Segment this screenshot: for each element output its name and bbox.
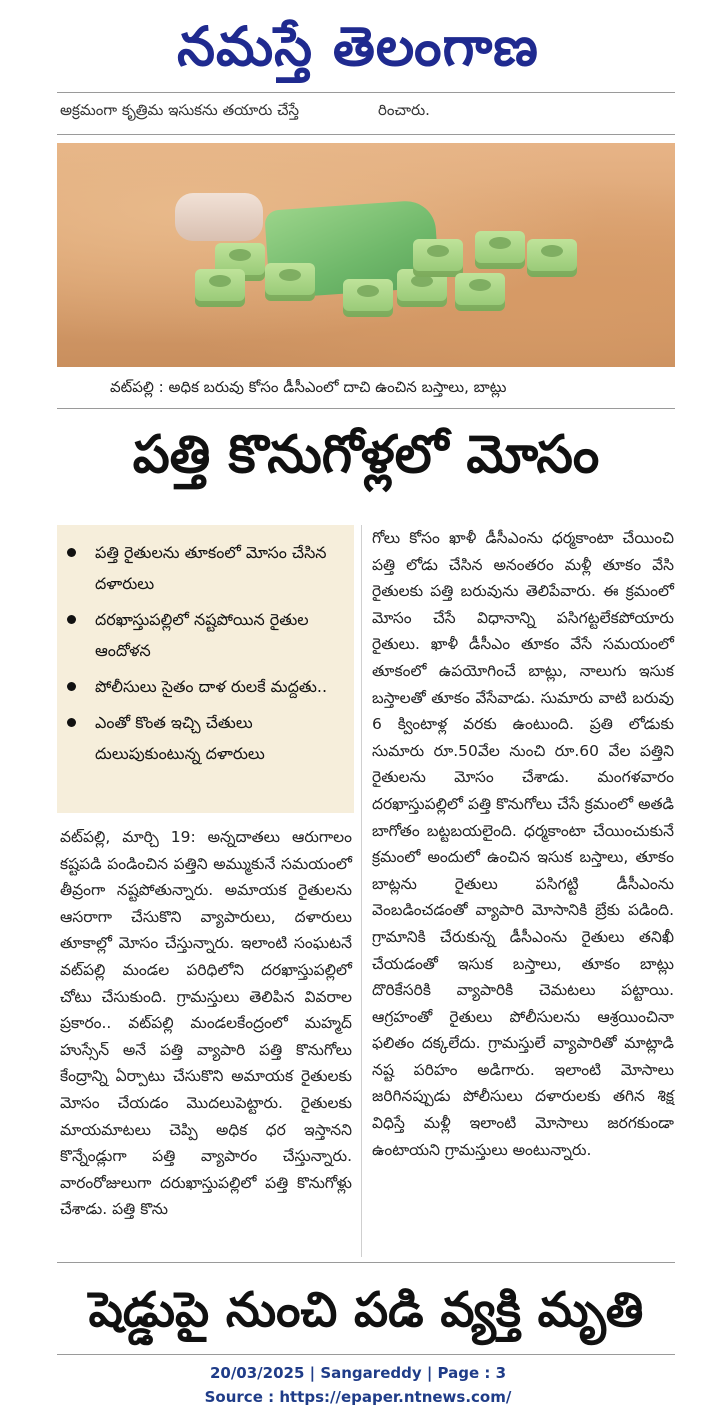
highlight-item — [57, 671, 354, 702]
highlight-item — [57, 707, 354, 769]
highlight-text: ఎంతో కొంత ఇచ్చి చేతులు దులుపుకుంటున్న దళారులు — [95, 713, 265, 763]
highlight-item — [57, 537, 354, 599]
caption-rule — [57, 408, 675, 409]
photo-weight — [527, 239, 577, 277]
masthead-title: నమస్తే తెలంగాణ — [177, 15, 539, 78]
photo-weight — [343, 279, 393, 317]
top-strip-right-text: రించారు. — [378, 101, 430, 119]
bullet-icon — [67, 718, 76, 727]
bullet-icon — [67, 548, 76, 557]
bullet-icon — [67, 615, 76, 624]
photo-weight — [413, 239, 463, 277]
photo-weight — [455, 273, 505, 311]
article-headline: పత్తి కొనుగోళ్లలో మోసం — [132, 425, 600, 485]
photo-weight — [195, 269, 245, 307]
footer-rule — [57, 1354, 675, 1355]
article-photo — [57, 143, 675, 367]
photo-weight — [265, 263, 315, 301]
next-article-headline: షెడ్డుపై నుంచి పడి వ్యక్తి మృతి — [88, 1282, 644, 1338]
bullet-icon — [67, 682, 76, 691]
highlight-item — [57, 604, 354, 666]
masthead — [0, 4, 716, 90]
top-strip-left-text: అక్రమంగా కృత్రిమ ఇసుకను తయారు చేస్తే — [60, 101, 300, 119]
highlight-text: పత్తి రైతులను తూకంలో మోసం చేసిన దళారులు — [95, 543, 327, 593]
highlight-text: పోలీసులు సైతం దాళ రులకే మద్దతు.. — [95, 677, 328, 696]
masthead-rule — [57, 92, 675, 93]
highlights-list — [57, 525, 354, 769]
article-body-right: గోలు కోసం ఖాళీ డీసీఎంను ధర్మకాంటా చేయించి పత్తి లోడు చేసిన అనంతరం మళ్లీ తూకం వేసి రైతులకు పత్తి బరువును తెలిపేవారు. ఈ క్రమంలో మోసం చేసే విధానాన్ని పసిగట్టలేకపోయారు రైతులు. ఖాళీ డీసీఎం తూకం వేసే సమయంలో తూకంలో ఉపయోగించే బాట్లు, నాలుగు ఇసుక బస్తాలతో తూకం వేసేవాడు. సుమారు వాటి బరువు 6 క్వింటాళ్ల వరకు ఉంటుంది. ప్రతి లోడుకు సుమారు రూ.50వేల నుంచి రూ.60 వేల పత్తిని రైతులను మోసం చేశాడు. మంగళవారం దరఖాస్తుపల్లిలో పత్తి కొనుగోలు చేసే క్రమంలో అతడి బాగోతం బట్టబయలైంది. ధర్మకాంటా చేయించుకునే క్రమంలో అందులో ఉంచిన ఇసుక బస్తాలు, తూకం బాట్లను రైతులు పసిగట్టి డీసీఎంను వెంబడించడంతో వ్యాపారి మోసానికి బ్రేకు పడింది. గ్రామానికి చేరుకున్న డీసీఎంను రైతులు తనిఖీ చేయడంతో ఇసుక బస్తాలు, తూకం బాట్లు దొరికేసరికి వ్యాపారికి చెమటలు పట్టాయి. ఆగ్రహంతో రైతులు పోలీసులను ఆశ్రయించినా ఫలితం దక్కలేదు. గ్రామస్తులే వ్యాపారితో మాట్లాడి నష్ట పరిహం అడిగారు. ఇలాంటి మోసాలు జరిగినప్పుడు పోలీసులు దళారులకు తగిన శిక్ష విధిస్తే మళ్లీ ఇలాంటి మోసాలు జరగకుండా ఉంటాయని గ్రామస్తులు అంటున్నారు. — [372, 529, 674, 1159]
top-strip-rule — [57, 134, 675, 135]
photo-sack — [175, 193, 263, 241]
top-strip — [60, 101, 670, 125]
photo-weight — [475, 231, 525, 269]
article-body-left: వట్‌పల్లి, మార్చి 19: అన్నదాతలు ఆరుగాలం కష్టపడి పండించిన పత్తిని అమ్ముకునే సమయంలో తీవ్రంగా నష్టపోతున్నారు. అమాయక రైతులను ఆసరాగా చేసుకొని వ్యాపారులు, దళారులు తూకాల్లో మోసం చేస్తున్నారు. ఇలాంటి సంఘటనే వట్‌పల్లి మండల పరిధిలోని దరఖాస్తుపల్లిలో చోటు చేసుకుంది. గ్రామస్తులు తెలిపిన వివరాల ప్రకారం.. వట్‌పల్లి మండలకేంద్రంలో మహ్మద్ హుస్సేన్ అనే పత్తి వ్యాపారి పత్తి కొనుగోలు కేంద్రాన్ని ఏర్పాటు చేసుకొని అమాయక రైతులకు మోసం చేయడం మొదలుపెట్టారు. రైతులకు మాయమాటలు చెప్పి అధిక ధర ఇస్తానని కొన్నేండ్లుగా పత్తి వ్యాపారం చేస్తున్నారు. వారంరోజులుగా దరుఖాస్తుపల్లిలో పత్తి కొనుగోళ్లు చేశాడు. పత్తి కొను — [60, 828, 352, 1219]
photo-caption: వట్‌పల్లి : అధిక బరువు కోసం డీసీఎంలో దాచి ఉంచిన బస్తాలు, బాట్లు — [110, 378, 507, 396]
article-end-rule — [57, 1262, 675, 1263]
column-divider — [361, 525, 362, 1257]
highlight-text: దరఖాస్తుపల్లిలో నష్టపోయిన రైతుల ఆందోళన — [95, 610, 309, 660]
footer-date-line: 20/03/2025 | Sangareddy | Page : 3 — [209, 1364, 507, 1382]
highlights-box — [57, 525, 354, 813]
footer-source-line: Source : https://epaper.ntnews.com/ — [204, 1388, 512, 1406]
